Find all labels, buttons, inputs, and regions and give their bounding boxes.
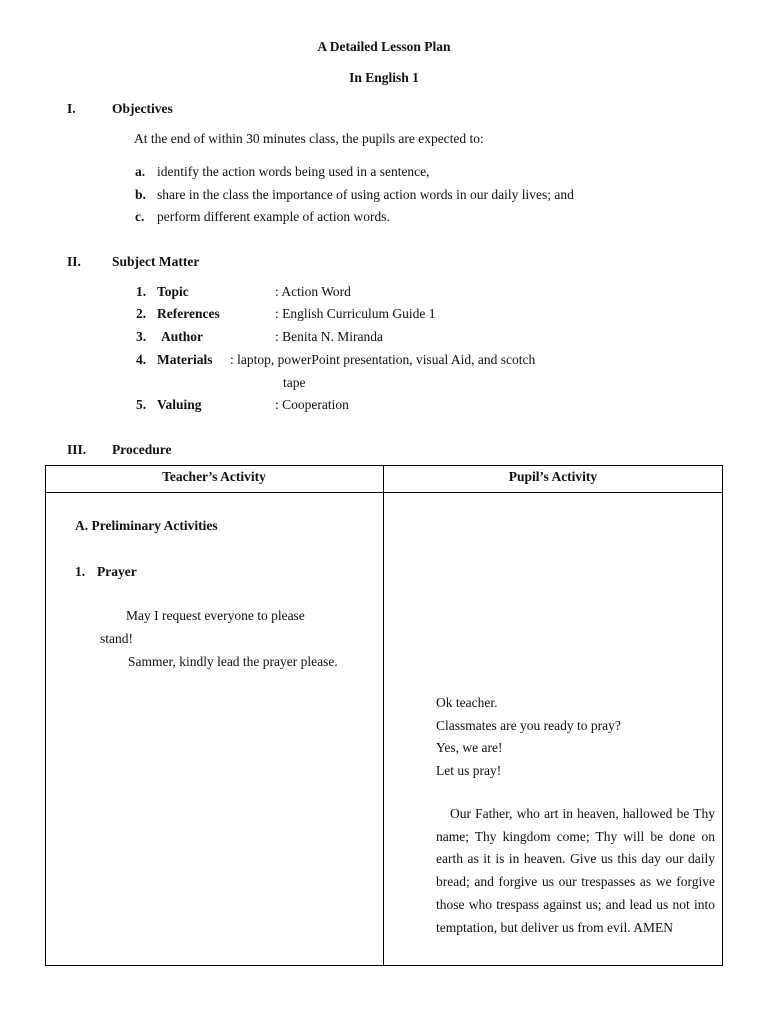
objective-letter: b.	[135, 187, 146, 202]
teacher-line: May I request everyone to please	[126, 608, 305, 623]
objective-text: perform different example of action words.	[157, 209, 390, 224]
subject-item-number: 1.	[136, 284, 147, 299]
subject-item-label: Author	[161, 329, 204, 344]
objective-letter: a.	[135, 164, 146, 179]
table-header-teacher: Teacher’s Activity	[162, 469, 266, 484]
subject-item-number: 4.	[136, 352, 147, 367]
subject-item-value-continued: tape	[283, 375, 306, 390]
subject-item-value: : Cooperation	[275, 397, 349, 412]
subject-item-label: Valuing	[157, 397, 202, 412]
pupil-line: Ok teacher.	[436, 695, 498, 710]
subject-item-value: : Action Word	[275, 284, 351, 299]
section-heading-objectives: Objectives	[112, 101, 173, 116]
objective-text: identify the action words being used in a sentence,	[157, 164, 430, 179]
objectives-intro: At the end of within 30 minutes class, the pupils are expected to:	[134, 131, 484, 146]
subject-item-number: 2.	[136, 306, 147, 321]
subject-item-number: 5.	[136, 397, 147, 412]
table-column-divider	[383, 465, 384, 966]
document-title: A Detailed Lesson Plan	[317, 39, 451, 54]
subject-item-value: : laptop, powerPoint presentation, visual Aid, and scotch	[230, 352, 536, 367]
objective-text: share in the class the importance of using action words in our daily lives; and	[157, 187, 574, 202]
teacher-subsection-number: 1.	[75, 564, 86, 579]
subject-item-label: Materials	[157, 352, 213, 367]
section-heading-procedure: Procedure	[112, 442, 172, 457]
teacher-section-heading: A. Preliminary Activities	[75, 518, 218, 533]
pupil-line: Yes, we are!	[436, 740, 503, 755]
subject-item-value: : Benita N. Miranda	[275, 329, 383, 344]
section-numeral-procedure: III.	[67, 442, 87, 457]
pupil-line: Let us pray!	[436, 763, 502, 778]
section-heading-subject-matter: Subject Matter	[112, 254, 200, 269]
teacher-line: stand!	[100, 631, 133, 646]
section-numeral-objectives: I.	[67, 101, 76, 116]
subject-item-label: Topic	[157, 284, 189, 299]
teacher-subsection-label: Prayer	[97, 564, 137, 579]
subject-item-label: References	[157, 306, 220, 321]
subject-item-value: : English Curriculum Guide 1	[275, 306, 436, 321]
pupil-prayer-paragraph: Our Father, who art in heaven, hallowed be Thy name; Thy kingdom come; Thy will be done on earth as it is in heaven. Give us this day our daily bread; and forgive us our trespasses as we forgive those who trespass against us; and lead us not into temptation, but deliver us from evil. AMEN	[436, 806, 715, 935]
table-header-divider	[45, 492, 723, 493]
objective-letter: c.	[135, 209, 145, 224]
pupil-line: Classmates are you ready to pray?	[436, 718, 621, 733]
document-subtitle: In English 1	[349, 70, 419, 85]
teacher-line: Sammer, kindly lead the prayer please.	[128, 654, 338, 669]
section-numeral-subject-matter: II.	[67, 254, 81, 269]
subject-item-number: 3.	[136, 329, 147, 344]
table-header-pupil: Pupil’s Activity	[508, 469, 598, 484]
